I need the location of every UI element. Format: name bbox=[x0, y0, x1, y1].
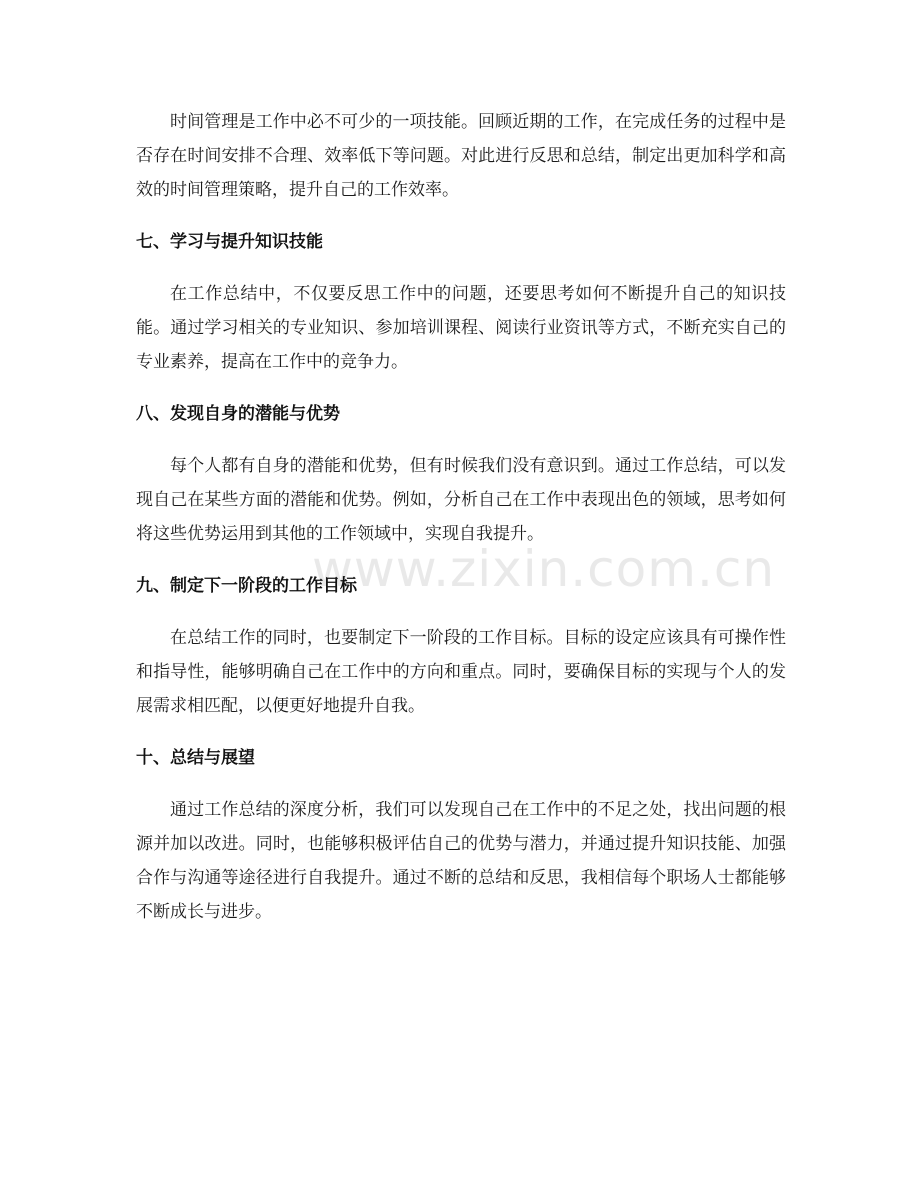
spacer bbox=[136, 207, 786, 225]
section-paragraph-9: 在总结工作的同时，也要制定下一阶段的工作目标。目标的设定应该具有可操作性和指导性，能够明确自己在工作中的方向和重点。同时，要确保目标的实现与个人的发展需求相匹配，以便更好地提升自我。 bbox=[136, 628, 786, 716]
spacer bbox=[136, 551, 786, 569]
intro-paragraph: 时间管理是工作中必不可少的一项技能。回顾近期的工作，在完成任务的过程中是否存在时间安排不合理、效率低下等问题。对此进行反思和总结，制定出更加科学和高效的时间管理策略，提升自己的工作效率。 bbox=[136, 112, 786, 200]
section-heading-7: 七、学习与提升知识技能 bbox=[136, 232, 323, 252]
spacer bbox=[136, 431, 786, 449]
spacer bbox=[136, 259, 786, 277]
spacer bbox=[136, 379, 786, 397]
watermark-text: www.zixin.com.cn bbox=[312, 540, 776, 598]
spacer bbox=[136, 775, 786, 793]
document-body bbox=[136, 105, 786, 929]
section-paragraph-10: 通过工作总结的深度分析，我们可以发现自己在工作中的不足之处，找出问题的根源并加以改进。同时，也能够积极评估自己的优势与潜力，并通过提升知识技能、加强合作与沟通等途径进行自我提升。通过不断的总结和反思，我相信每个职场人士都能够不断成长与进步。 bbox=[136, 800, 786, 922]
spacer bbox=[136, 723, 786, 741]
section-heading-10: 十、总结与展望 bbox=[136, 748, 255, 768]
section-heading-8: 八、发现自身的潜能与优势 bbox=[136, 404, 340, 424]
section-paragraph-8: 每个人都有自身的潜能和优势，但有时候我们没有意识到。通过工作总结，可以发现自己在某些方面的潜能和优势。例如，分析自己在工作中表现出色的领域，思考如何将这些优势运用到其他的工作领域中，实现自我提升。 bbox=[136, 456, 786, 544]
section-paragraph-7: 在工作总结中，不仅要反思工作中的问题，还要思考如何不断提升自己的知识技能。通过学习相关的专业知识、参加培训课程、阅读行业资讯等方式，不断充实自己的专业素养，提高在工作中的竞争力。 bbox=[136, 284, 786, 372]
spacer bbox=[136, 603, 786, 621]
section-heading-9: 九、制定下一阶段的工作目标 bbox=[136, 576, 357, 596]
